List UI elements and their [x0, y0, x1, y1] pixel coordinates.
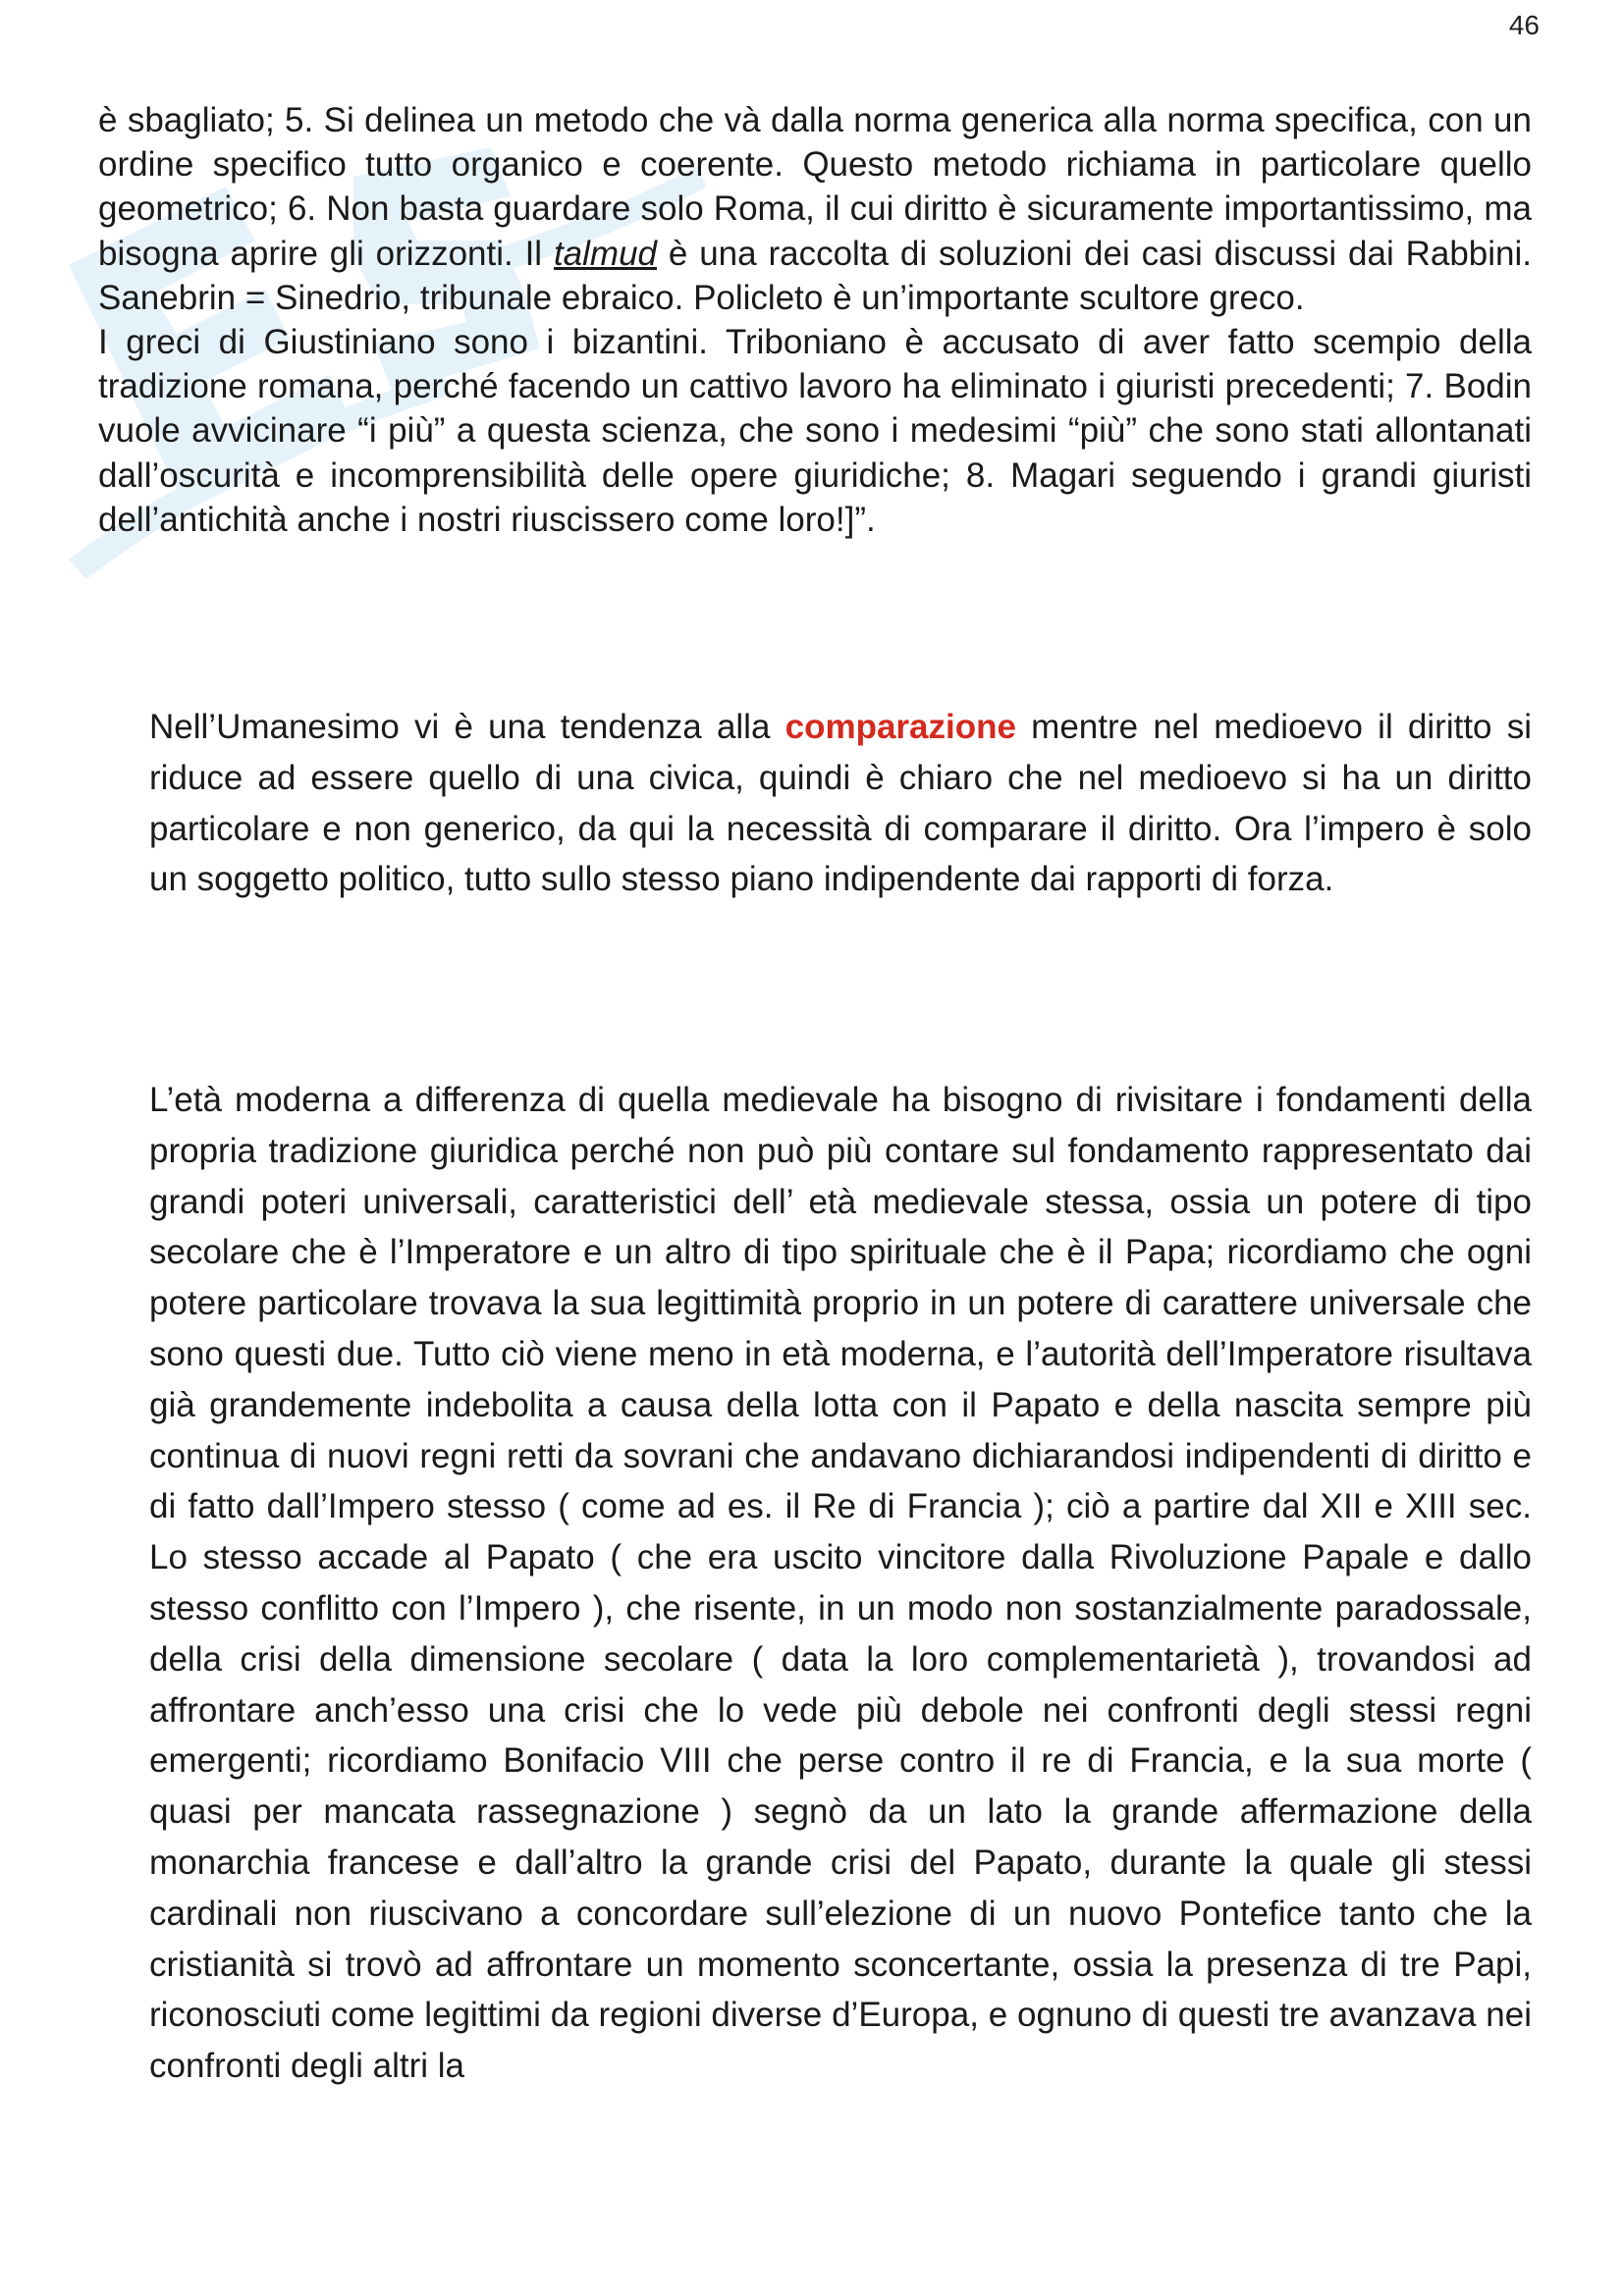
paragraph-giustiniano: I greci di Giustiniano sono i bizantini. Triboniano è accusato di aver fatto scempio della tradizione romana, perché facendo un cattivo lavoro ha eliminato i giuristi precedenti; 7. Bodin vuole avvicinare “i più” a questa scienza, che sono i medesimi “più” che sono stati allontanati dall’oscurità e incomprensibilità delle opere giuridiche; 8. Magari seguendo i grandi giuristi dell’antichità anche i nostri riuscissero come loro!]”. [98, 323, 1532, 539]
text-block-bodin [98, 98, 1532, 542]
highlight-comparazione: comparazione [784, 708, 1016, 746]
paragraph-umanesimo: Nell’Umanesimo vi è una tendenza alla comparazione mentre nel medioevo il diritto si riduce ad essere quello di una civica, quindi è chiaro che nel medioevo si ha un diritto particolare e non generico, da qui la necessità di comparare il diritto. Ora l’impero è solo un soggetto politico, tutto sullo stesso piano indipendente dai rapporti di forza. [149, 708, 1532, 899]
text-block-umanesimo [149, 702, 1532, 905]
talmud-term: talmud [553, 234, 658, 273]
paragraph-eta-moderna: L’età moderna a differenza di quella medievale ha bisogno di rivisitare i fondamenti della propria tradizione giuridica perché non può più contare sul fondamento rappresentato dai grandi poteri universali, caratteristici dell’ età medievale stessa, ossia un potere di tipo secolare che è l’Imperatore e un altro di tipo spirituale che è il Papa; ricordiamo che ogni potere particolare trovava la sua legittimità proprio in un potere di carattere universale che sono questi due. Tutto ciò viene meno in età moderna, e l’autorità dell’Imperatore risultava già grandemente indebolita a causa della lotta con il Papato e della nascita sempre più continua di nuovi regni retti da sovrani che andavano dichiarandosi indipendenti di diritto e di fatto dall’Impero stesso ( come ad es. il Re di Francia ); ciò a partire dal XII e XIII sec. Lo stesso accade al Papato ( che era uscito vincitore dalla Rivoluzione Papale e dallo stesso conflitto con l’Impero ), che risente, in un modo non sostanzialmente paradossale, della crisi della dimensione secolare ( data la loro complementarietà ), trovandosi ad affrontare anch’esso una crisi che lo vede più debole nei confronti degli stessi regni emergenti; ricordiamo Bonifacio VIII che perse contro il re di Francia, e la sua morte ( quasi per mancata rassegnazione ) segnò da un lato la grande affermazione della monarchia francese e dall’altro la grande crisi del Papato, durante la quale gli stessi cardinali non riuscivano a concordare sull’elezione di un nuovo Pontefice tanto che la cristianità si trovò ad affrontare un momento sconcertante, ossia la presenza di tre Papi, riconosciuti come legittimi da regioni diverse d’Europa, e ognuno di questi tre avanzava nei confronti degli altri la [149, 1081, 1532, 2086]
page-number: 46 [1508, 10, 1540, 40]
paragraph-bodin-methods: è sbagliato; 5. Si delinea un metodo che và dalla norma generica alla norma specifica, con un ordine specifico tutto organico e coerente. Questo metodo richiama in particolare quello geometrico; 6. Non basta guardare solo Roma, il cui diritto è sicuramente importantissimo, ma bisogna aprire gli orizzonti. Il talmud è una raccolta di soluzioni dei casi discussi dai Rabbini. Sanebrin = Sinedrio, tribunale ebraico. Policleto è un’importante scultore greco. [98, 101, 1532, 317]
text-block-eta-moderna [149, 1075, 1532, 2092]
